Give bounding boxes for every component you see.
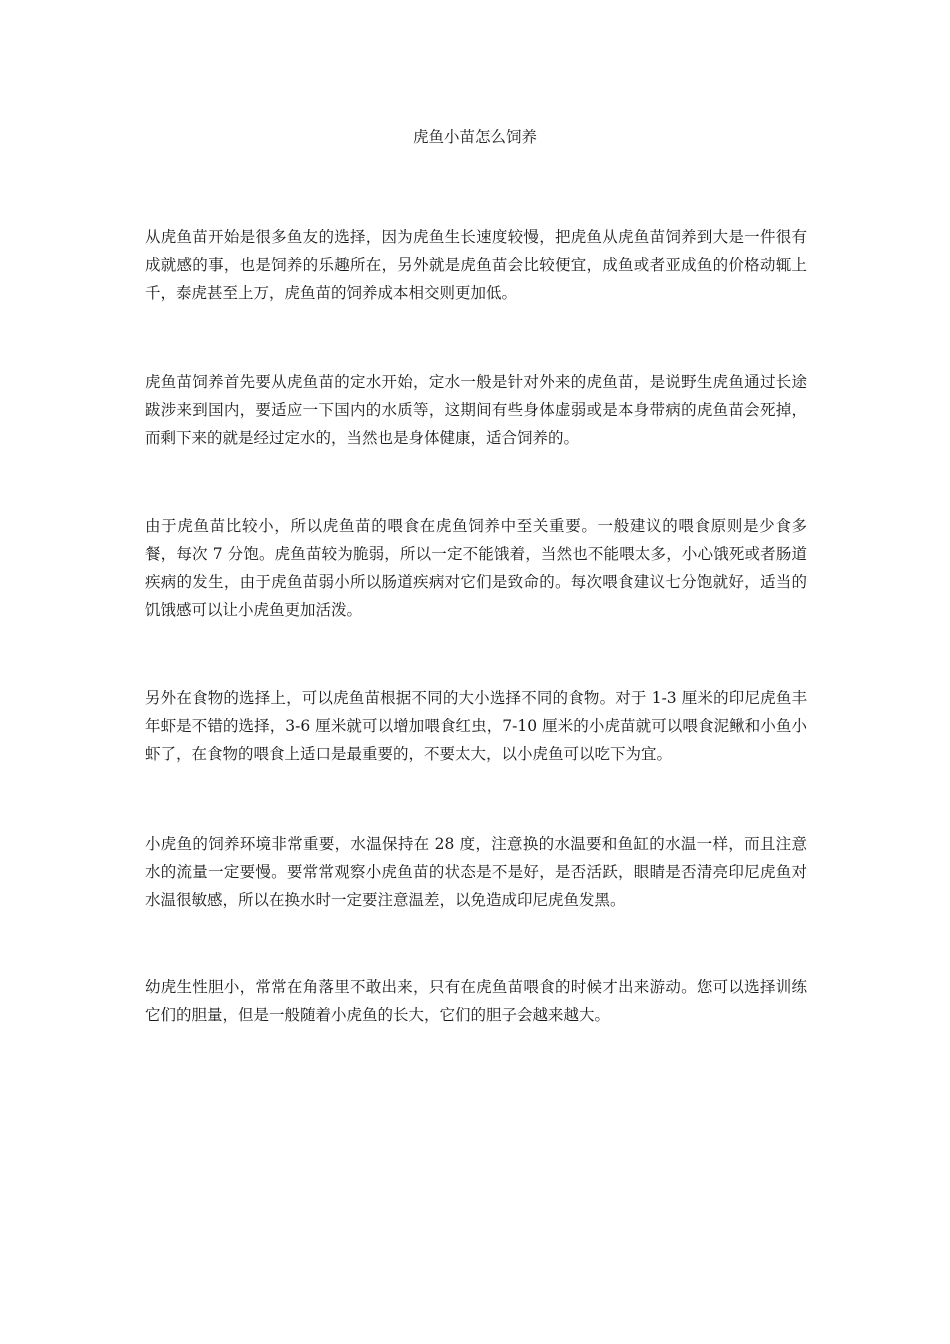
paragraph-environment: 小虎鱼的饲养环境非常重要，水温保持在 28 度，注意换的水温要和鱼缸的水温一样，而且注意水的流量一定要慢。要常常观察小虎鱼苗的状态是不是好，是否活跃，眼睛是否清亮印尼虎鱼对水温很敏感，所以在换水时一定要注意温差，以免造成印尼虎鱼发黑。: [145, 834, 807, 909]
paragraph-behavior: 幼虎生性胆小，常常在角落里不敢出来，只有在虎鱼苗喂食的时候才出来游动。您可以选择训练它们的胆量，但是一般随着小虎鱼的长大，它们的胆子会越来越大。: [145, 977, 807, 1024]
paragraph-intro: 从虎鱼苗开始是很多鱼友的选择，因为虎鱼生长速度较慢，把虎鱼从虎鱼苗饲养到大是一件很有成就感的事，也是饲养的乐趣所在，另外就是虎鱼苗会比较便宜，成鱼或者亚成鱼的价格动辄上千，泰虎甚至上万，虎鱼苗的饲养成本相交则更加低。: [145, 227, 807, 302]
paragraph-food-selection: 另外在食物的选择上，可以虎鱼苗根据不同的大小选择不同的食物。对于 1-3 厘米的印尼虎鱼丰年虾是不错的选择，3-6 厘米就可以增加喂食红虫，7-10 厘米的小虎苗就可以喂食泥鳅和小鱼小虾了，在食物的喂食上适口是最重要的，不要太大，以小虎鱼可以吃下为宜。: [145, 688, 807, 763]
paragraph-water-acclimation: 虎鱼苗饲养首先要从虎鱼苗的定水开始，定水一般是针对外来的虎鱼苗，是说野生虎鱼通过长途跋涉来到国内，要适应一下国内的水质等，这期间有些身体虚弱或是本身带病的虎鱼苗会死掉，而剩下来的就是经过定水的，当然也是身体健康，适合饲养的。: [145, 372, 807, 447]
document-title: 虎鱼小苗怎么饲养: [412, 128, 537, 146]
paragraph-feeding-principles: 由于虎鱼苗比较小，所以虎鱼苗的喂食在虎鱼饲养中至关重要。一般建议的喂食原则是少食多餐，每次 7 分饱。虎鱼苗较为脆弱，所以一定不能饿着，当然也不能喂太多，小心饿死或者肠道疾病的发生，由于虎鱼苗弱小所以肠道疾病对它们是致命的。每次喂食建议七分饱就好，适当的饥饿感可以让小虎鱼更加活泼。: [145, 516, 807, 619]
